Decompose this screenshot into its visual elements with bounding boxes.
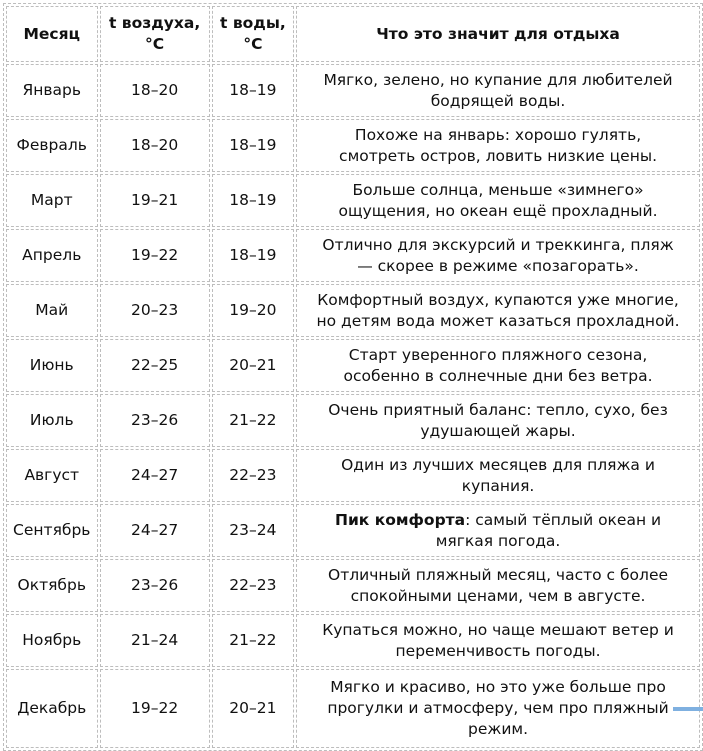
air-temp-cell: 23–26 <box>100 559 210 612</box>
water-temp-cell: 21–22 <box>212 394 294 447</box>
month-cell: Январь <box>6 64 98 117</box>
table-row <box>6 614 700 667</box>
note-line: удушающей жары. <box>420 421 576 440</box>
water-temp-cell: 18–19 <box>212 119 294 172</box>
table-row <box>6 174 700 227</box>
month-cell: Апрель <box>6 229 98 282</box>
month-cell: Март <box>6 174 98 227</box>
water-temp-cell: 20–21 <box>212 339 294 392</box>
air-temp-cell: 18–20 <box>100 64 210 117</box>
note-line: ощущения, но океан ещё прохладный. <box>338 201 658 220</box>
header-line: t воды, <box>220 14 286 32</box>
air-temp-cell: 24–27 <box>100 449 210 502</box>
table-row <box>6 339 700 392</box>
water-temp-cell: 18–19 <box>212 229 294 282</box>
table-row <box>6 119 700 172</box>
note-line: Мягко, зелено, но купание для любителей <box>323 70 673 89</box>
month-cell: Июнь <box>6 339 98 392</box>
air-temp-cell: 19–21 <box>100 174 210 227</box>
header-row <box>6 6 700 62</box>
month-cell: Октябрь <box>6 559 98 612</box>
note-line: режим. <box>468 720 529 738</box>
air-temp-cell: 20–23 <box>100 284 210 337</box>
table-row <box>6 64 700 117</box>
header-line: °C <box>243 35 263 53</box>
header-line: t воздуха, <box>108 14 201 32</box>
meaning-cell <box>296 559 700 612</box>
month-cell: Декабрь <box>6 669 98 748</box>
meaning-cell <box>296 64 700 117</box>
note-line: Мягко и красиво, но это уже больше про <box>330 678 666 696</box>
month-cell: Сентябрь <box>6 504 98 557</box>
water-temp-cell: 18–19 <box>212 174 294 227</box>
month-cell: Февраль <box>6 119 98 172</box>
meaning-cell <box>296 614 700 667</box>
air-temp-cell: 19–22 <box>100 229 210 282</box>
table-row <box>6 559 700 612</box>
month-cell: Июль <box>6 394 98 447</box>
meaning-cell <box>296 119 700 172</box>
note-line: Один из лучших месяцев для пляжа и <box>341 455 655 474</box>
table-row <box>6 229 700 282</box>
meaning-cell <box>296 284 700 337</box>
note-line: особенно в солнечные дни без ветра. <box>343 366 653 385</box>
note-line: — скорее в режиме «позагорать». <box>357 256 639 275</box>
note-line: Очень приятный баланс: тепло, сухо, без <box>328 400 668 419</box>
meaning-cell <box>296 339 700 392</box>
note-line: мягкая погода. <box>435 531 561 550</box>
table-row <box>6 669 700 748</box>
month-cell: Ноябрь <box>6 614 98 667</box>
note-line: переменчивость погоды. <box>395 641 601 660</box>
air-temp-cell: 23–26 <box>100 394 210 447</box>
header-month: Месяц <box>6 6 98 62</box>
meaning-cell <box>296 174 700 227</box>
note-text: : самый тёплый океан и <box>465 510 662 529</box>
note-line: Купаться можно, но чаще мешают ветер и <box>322 620 674 639</box>
month-cell: Август <box>6 449 98 502</box>
meaning-cell <box>296 449 700 502</box>
note-line: Больше солнца, меньше «зимнего» <box>352 180 644 199</box>
water-temp-cell: 18–19 <box>212 64 294 117</box>
scrollbar-corner <box>673 707 703 711</box>
table-row <box>6 504 700 557</box>
header-air-temp <box>100 6 210 62</box>
meaning-cell <box>296 394 700 447</box>
meaning-cell <box>296 229 700 282</box>
note-line: смотреть остров, ловить низкие цены. <box>339 146 658 165</box>
header-meaning: Что это значит для отдыха <box>296 6 700 62</box>
note-line: Отлично для экскурсий и треккинга, пляж <box>322 235 674 254</box>
meaning-cell <box>296 504 700 557</box>
air-temp-cell: 22–25 <box>100 339 210 392</box>
water-temp-cell: 22–23 <box>212 449 294 502</box>
month-cell: Май <box>6 284 98 337</box>
note-line <box>299 510 697 531</box>
note-line: но детям вода может казаться прохладной. <box>316 311 680 330</box>
table-row <box>6 394 700 447</box>
note-line: купания. <box>461 476 535 495</box>
water-temp-cell: 23–24 <box>212 504 294 557</box>
note-line: Старт уверенного пляжного сезона, <box>348 345 648 364</box>
air-temp-cell: 19–22 <box>100 669 210 748</box>
note-line: прогулки и атмосферу, чем про пляжный <box>327 699 669 717</box>
note-line: спокойными ценами, чем в августе. <box>350 586 646 605</box>
air-temp-cell: 18–20 <box>100 119 210 172</box>
water-temp-cell: 22–23 <box>212 559 294 612</box>
note-line: Отличный пляжный месяц, часто с более <box>328 565 669 584</box>
header-water-temp <box>212 6 294 62</box>
air-temp-cell: 21–24 <box>100 614 210 667</box>
water-temp-cell: 19–20 <box>212 284 294 337</box>
note-line: Похоже на январь: хорошо гулять, <box>354 125 642 144</box>
water-temp-cell: 20–21 <box>212 669 294 748</box>
air-temp-cell: 24–27 <box>100 504 210 557</box>
note-highlight: Пик комфорта <box>334 510 466 529</box>
climate-table <box>3 3 703 751</box>
note-line: Комфортный воздух, купаются уже многие, <box>317 290 679 309</box>
note-line: бодрящей воды. <box>430 91 566 110</box>
table-row <box>6 284 700 337</box>
table-row <box>6 449 700 502</box>
meaning-cell <box>296 669 700 748</box>
header-line: °C <box>145 35 165 53</box>
water-temp-cell: 21–22 <box>212 614 294 667</box>
